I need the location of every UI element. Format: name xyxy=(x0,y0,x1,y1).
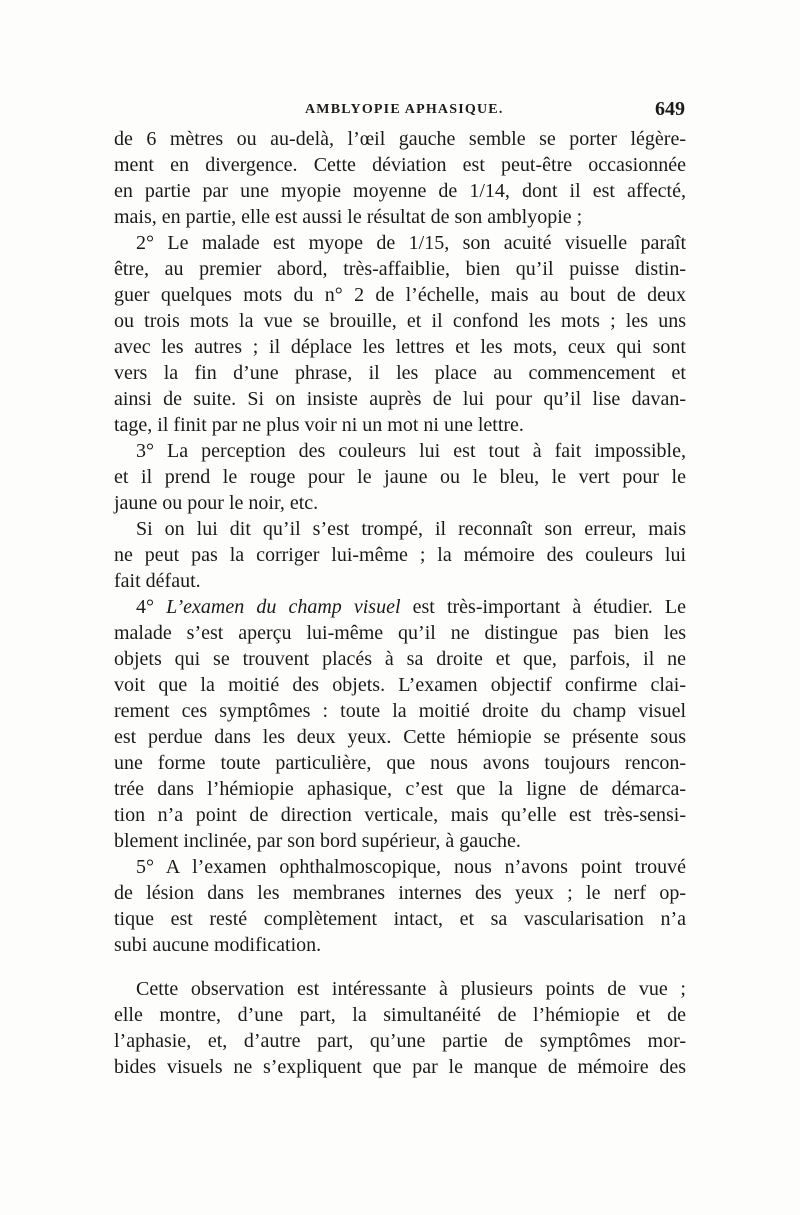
text-line: tion n’a point de direction verticale, mais qu’elle est très-sensi- xyxy=(114,804,686,826)
text-line: l’aphasie, et, d’autre part, qu’une partie de symptômes mor- xyxy=(114,1030,686,1052)
text-line: être, au premier abord, très-affaiblie, bien qu’il puisse distin- xyxy=(114,258,686,280)
text-line: blement inclinée, par son bord supérieur, à gauche. xyxy=(114,830,521,852)
body-text xyxy=(114,126,686,1080)
text-line: objets qui se trouvent placés à sa droite et que, parfois, il ne xyxy=(114,648,686,670)
text-line: jaune ou pour le noir, etc. xyxy=(114,492,319,514)
text-line: est perdue dans les deux yeux. Cette hémiopie se présente sous xyxy=(114,726,686,748)
text-line: subi aucune modification. xyxy=(114,934,322,956)
italic-phrase: L’examen du champ visuel xyxy=(166,596,401,618)
text-line: 2° Le malade est myope de 1/15, son acuité visuelle paraît xyxy=(136,232,686,254)
text-line: bides visuels ne s’expliquent que par le manque de mémoire des xyxy=(114,1056,686,1078)
text-line: et il prend le rouge pour le jaune ou le bleu, le vert pour le xyxy=(114,466,686,488)
text-line: avec les autres ; il déplace les lettres et les mots, ceux qui sont xyxy=(114,336,686,358)
text-line: voit que la moitié des objets. L’examen objectif confirme clai- xyxy=(114,674,686,696)
text-line: trée dans l’hémiopie aphasique, c’est que la ligne de démarca- xyxy=(114,778,686,800)
text-line: malade s’est aperçu lui-même qu’il ne distingue pas bien les xyxy=(114,622,686,644)
running-head xyxy=(115,98,685,120)
text-line: elle montre, d’une part, la simultanéité de l’hémiopie et de xyxy=(114,1004,686,1026)
text-line: 3° La perception des couleurs lui est tout à fait impossible, xyxy=(136,440,686,462)
text-line: ainsi de suite. Si on insiste auprès de lui pour qu’il lise davan- xyxy=(114,388,686,410)
text-line: guer quelques mots du n° 2 de l’échelle, mais au bout de deux xyxy=(114,284,686,306)
text-line: ne peut pas la corriger lui-même ; la mémoire des couleurs lui xyxy=(114,544,686,566)
text-line: Si on lui dit qu’il s’est trompé, il reconnaît son erreur, mais xyxy=(136,518,686,540)
text-line: une forme toute particulière, que nous avons toujours rencon- xyxy=(114,752,686,774)
text-line: de lésion dans les membranes internes des yeux ; le nerf op- xyxy=(114,882,686,904)
line-rest: est très-important à étudier. Le xyxy=(400,596,686,618)
text-line: en partie par une myopie moyenne de 1/14, dont il est affecté, xyxy=(114,180,686,202)
text-line-examen xyxy=(114,594,686,620)
text-line: 5° A l’examen ophthalmoscopique, nous n’avons point trouvé xyxy=(136,856,686,878)
paragraph-gap xyxy=(114,958,686,976)
text-line: tique est resté complètement intact, et sa vascularisation n’a xyxy=(114,908,686,930)
text-line: rement ces symptômes : toute la moitié droite du champ visuel xyxy=(114,700,686,722)
text-line: tage, il finit par ne plus voir ni un mot ni une lettre. xyxy=(114,414,524,436)
paragraph-number: 4° xyxy=(136,596,167,618)
text-line: ou trois mots la vue se brouille, et il confond les mots ; les uns xyxy=(114,310,686,332)
text-line: mais, en partie, elle est aussi le résultat de son amblyopie ; xyxy=(114,206,583,228)
text-line: ment en divergence. Cette déviation est peut-être occasionnée xyxy=(114,154,686,176)
text-line: vers la fin d’une phrase, il les place au commencement et xyxy=(114,362,686,384)
text-line: fait défaut. xyxy=(114,570,201,592)
text-line: Cette observation est intéressante à plusieurs points de vue ; xyxy=(136,978,686,1000)
page-number: 649 xyxy=(655,98,685,120)
text-line: de 6 mètres ou au-delà, l’œil gauche semble se porter légère- xyxy=(114,128,686,150)
running-title: AMBLYOPIE APHASIQUE. xyxy=(305,102,504,117)
